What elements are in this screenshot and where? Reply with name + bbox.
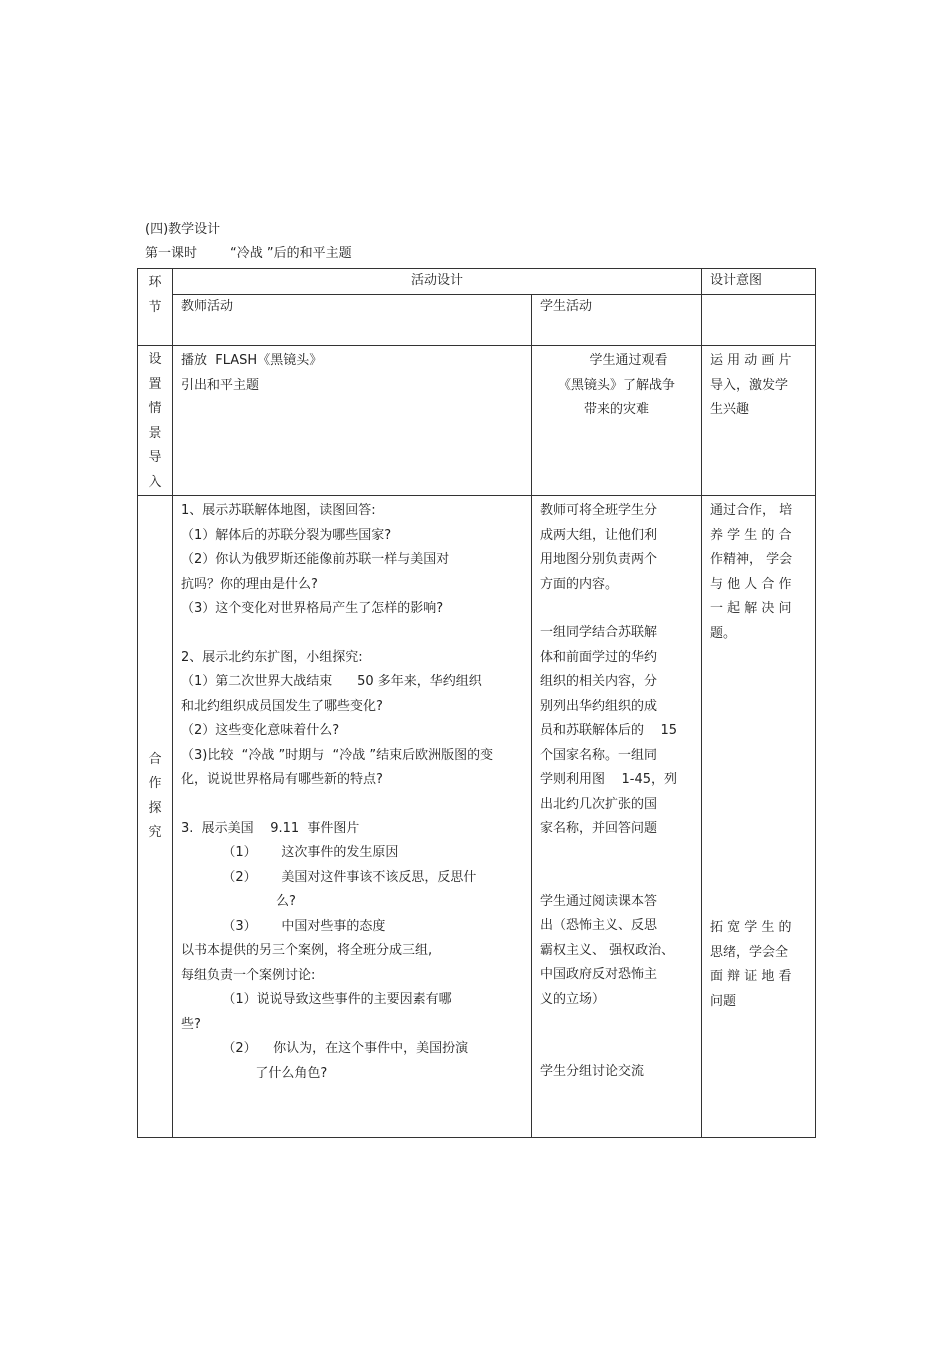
intent-cell-intro: 运 用 动 画 片 导入，激发学 生兴趣 — [702, 346, 816, 496]
intent-cell-explore: 通过合作， 培 养 学 生 的 合 作精神， 学会 与 他 人 合 作 一 起 解 决 问 题。 拓 宽 学 生 的 思绪，学会全 面 辩 证 地 看 问题 — [702, 496, 816, 1138]
table-row — [138, 496, 816, 1138]
lesson-plan-table — [137, 268, 816, 1138]
section-title: (四)教学设计 — [145, 222, 221, 237]
intent-header: 设计意图 — [702, 269, 816, 295]
stage-cell-intro: 设 置 情 景 导 入 — [138, 346, 173, 496]
lesson-title: 第一课时 “冷战 ”后的和平主题 — [145, 246, 352, 261]
teacher-activity-header: 教师活动 — [173, 295, 532, 346]
student-cell-explore: 教师可将全班学生分 成两大组，让他们利 用地图分别负责两个 方面的内容。 一组同学结合苏联解 体和前面学过的华约 组织的相关内容，分 别列出华约组织的成 员和苏联解体后的 15 个国家名称。一组同 学则利用图 1-45，列 出北约几次扩张的国 家名称，并回答问题 学生通过阅读课本答 出（恐怖主义、反思 霸权主义、 强权政治、 中国政府反对恐怖主 义的立场） 学生分组讨论交流 — [532, 496, 702, 1138]
activity-header: 活动设计 — [173, 269, 702, 295]
teacher-cell-intro: 播放 FLASH《黑镜头》 引出和平主题 — [173, 346, 532, 496]
intent-subheader-empty — [702, 295, 816, 346]
stage-header: 环 节 — [138, 269, 173, 346]
student-activity-header: 学生活动 — [532, 295, 702, 346]
teacher-cell-explore: 1、展示苏联解体地图，读图回答: （1）解体后的苏联分裂为哪些国家? （2）你认为俄罗斯还能像前苏联一样与美国对 抗吗？你的理由是什么? （3）这个变化对世界格局产生了怎样的影响? 2、展示北约东扩图，小组探究: （1）第二次世界大战结束 50 多年来，华约组织 和北约组织成员国发生了哪些变化? （2）这些变化意味着什么? （3)比较 “冷战 ”时期与 “冷战 ”结束后欧洲版图的变 化，说说世界格局有哪些新的特点? 3. 展示美国 9.11 事件图片 （1） 这次事件的发生原因 （2） 美国对这件事该不该反思，反思什 么? （3） 中国对些事的态度 以书本提供的另三个案例，将全班分成三组, 每组负责一个案例讨论: （1）说说导致这些事件的主要因素有哪 些? （2） 你认为，在这个事件中，美国扮演 了什么角色? — [173, 496, 532, 1138]
stage-cell-explore: 合 作 探 究 — [138, 496, 173, 1138]
table-row — [138, 346, 816, 496]
student-cell-intro: 学生通过观看 《黑镜头》了解战争 带来的灾难 — [532, 346, 702, 496]
